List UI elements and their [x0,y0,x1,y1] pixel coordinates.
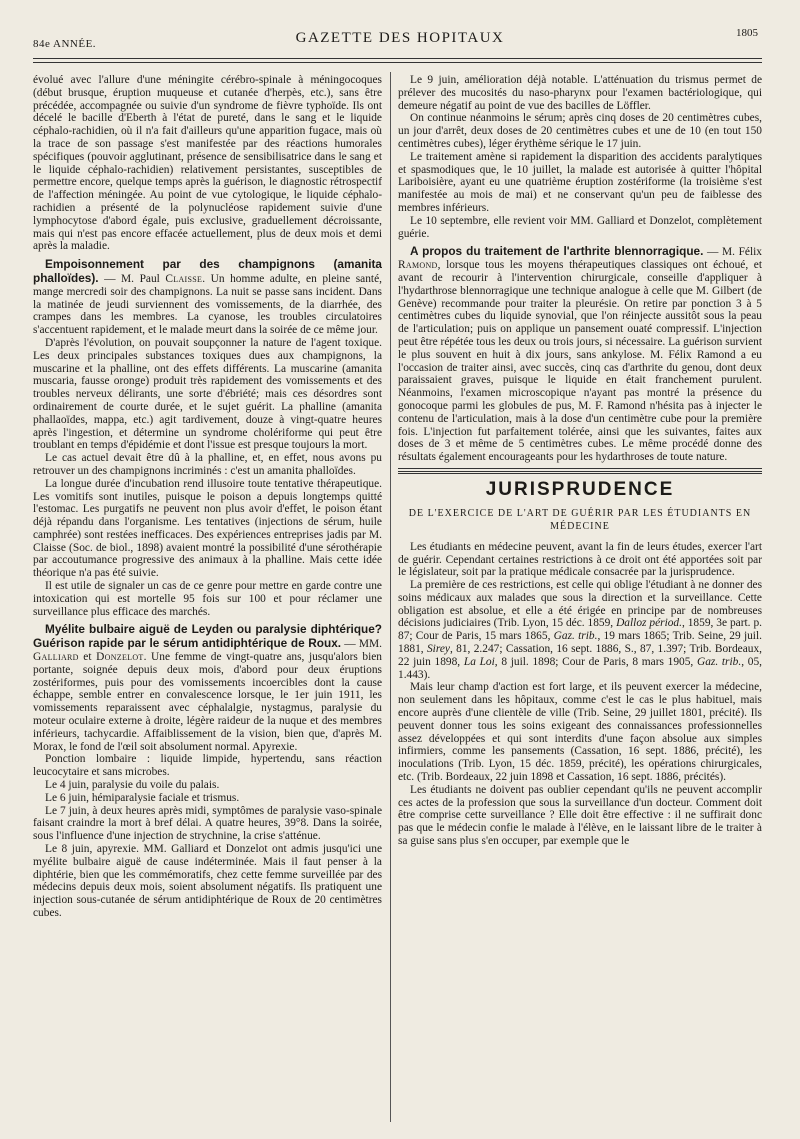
section-title-arthritis: A propos du traitement de l'arthrite blennorragique. [410,244,704,259]
subheading: DE L'EXERCICE DE L'ART DE GUÉRIR PAR LES ÉTUDIANTS EN MÉDECINE [408,507,752,532]
paragraph-citations: La première de ces restrictions, est celle qui oblige l'étudiant à ne donner des soins médicaux aux malades que sous la direction et la surveillance. Cette obligation est absolue, et elle a été érigée en principe par de nombreuses décisions judiciaires (Trib. Lyon, 15 déc. 1859, Dalloz périod., 1859, 3e part. p. 87; Cour de Paris, 15 mars 1865, Gaz. trib., 19 mars 1865; Trib. Seine, 29 juil. 1881, Sirey, 81, 2.247; Cassation, 16 sept. 1886, S., 87, 1.397; Trib. Bordeaux, 22 juin 1898, La Loi, 8 juil. 1898; Cour de Paris, 8 mars 1905, Gaz. trib., 05, 1.443). [398,579,762,681]
paragraph: Le 10 septembre, elle revient voir MM. Galliard et Donzelot, complètement guérie. [398,214,762,240]
paragraph: Ponction lombaire : liquide limpide, hypertendu, sans réaction leucocytaire et sans microbes. [33,753,382,779]
paragraph: Le 9 juin, amélioration déjà notable. L'atténuation du trismus permet de prélever des mucosités du naso-pharynx pour l'examen bactériologique, qui demeure négatif au point de vue des bacilles de Löffler. [398,74,762,112]
paragraph: Il est utile de signaler un cas de ce genre pour mettre en garde contre une intoxication qui est mortelle 95 fois sur 100 et pour réclamer une surveillance plus efficace des marchés. [33,580,382,618]
paragraph: Les étudiants ne doivent pas oublier cependant qu'ils ne peuvent accomplir ces actes de la profession que sous la surveillance d'un docteur. Comment doit être comprise cette surveillance ? Elle doit être effective : il ne suffirait donc pas que le médecin confie le malade à l'élève, en le laissant libre de le traiter à sa guise sans plus s'en occuper, par exemple que le [398,783,762,848]
paragraph: Le 4 juin, paralysie du voile du palais. [45,779,220,792]
article-poisoning: Empoisonnement par des champignons (amanita phalloïdes). — M. Paul Claisse. Un homme adulte, en pleine santé, mange mercredi soir des champignons. La nuit se passe sans incident. Dans la matinée de jeudi surviennent des vomissements, de la diarrhée, des crampes dans les membres. La cyanose, les troubles circulatoires s'accentuent rapidement, et le malade meurt dans la soirée de ce même jour. [33,257,382,337]
author-name: Ramond [398,259,438,272]
header-rule-top [33,58,762,59]
paragraph: D'après l'évolution, on pouvait soupçonner la nature de l'agent toxique. Les deux principales substances toxiques dues aux champignons, la muscarine et la phalline, ont des effets différents. La muscarine (amanita muscaria, fausse oronge) produit très rapidement des vomissements et des troubles nerveux délirants, une sorte d'ébriété; mais ces désordres sont ordinairement de courte durée, et le sujet guérit. La phalline (amanita phallaoïdes, mappa, etc.) agit tardivement, douze à vingt-quatre heures après l'ingestion, et détermine un syndrome cholériforme qui peut être troublant en temps d'épidémie et dont l'issue est presque toujours la mort. [33,336,382,452]
paragraph: On continue néanmoins le sérum; après cinq doses de 20 centimètres cubes, un jour d'arrêt, deux doses de 20 centimètres cubes et une de 10 (en tout 150 centimètres cubes), léger érythème sérique le 17 juin. [398,112,762,150]
paragraph: Le cas actuel devait être dû à la phalline, et, en effet, nous avons pu retrouver un des champignons incriminés : c'est un amanita phalloïdes. [33,452,382,477]
right-column [398,74,762,1129]
left-column [33,74,382,1129]
section-rule [398,468,762,469]
paragraph: Mais leur champ d'action est fort large, et ils peuvent exercer la médecine, non seulement dans les hôpitaux, comme c'est le cas le plus habituel, mais encore auprès d'une clientèle de ville (Trib. Seine, 29 juillet 1801, précité). Ils peuvent donner tous les soins exigeant des connaissances professionnelles assez développées et qui sont interdits d'une façon absolue aux simples infirmiers, comme les pansements (Cassation, 16 sept. 1886, précité), les inoculations (Trib. Lyon, 15 déc. 1859, précité), les opérations chirurgicales, etc. (Trib. Bordeaux, 22 juin 1898 et Cassation, 16 sept. 1886, précités). [398,681,762,784]
journal-title: GAZETTE DES HOPITAUX [295,30,505,46]
header-rule-bottom [33,62,762,63]
paragraph: Le 6 juin, hémiparalysie faciale et trismus. [45,791,240,804]
article-myelitis: Myélite bulbaire aiguë de Leyden ou paralysie diphtérique? Guérison rapide par le sérum antidiphtérique de Roux. — MM. Galliard et Donzelot. Une femme de vingt-quatre ans, jusqu'alors bien portante, soignée depuis deux mois, d'abord pour deux éruptions zostériformes, puis pour des vomissements incoercibles dont la cause échappe, semble entrer en convalescence lorsque, le 1er juin 1911, les vomissements reparaissent avec céphalalgie, nystagmus, paralysie du moteur oculaire externe à droite, légère raideur de la nuque et des membres inférieurs, tachycardie. Affaiblissement de la vision, bien que, d'après M. Morax, le fond de l'œil soit absolument normal. Apyrexie. [33,622,382,753]
column-divider [390,72,391,1122]
section-double-rule [398,471,762,476]
author-name: Donzelot [96,651,144,664]
section-title-myelitis: Myélite bulbaire aiguë de Leyden ou paralysie diphtérique? Guérison rapide par le sérum antidiphtérique de Roux. [33,622,382,651]
paragraph: Les étudiants en médecine peuvent, avant la fin de leurs études, exercer l'art de guérir. Cependant certaines restrictions à ce droit ont été apportées soit par le législateur, soit par la pratique médicale consacrée par la jurisprudence. [398,540,762,579]
author-name: Galliard [33,651,79,664]
volume-label: 84e ANNÉE. [33,38,97,50]
section-heading-jurisprudence: JURISPRUDENCE [485,478,675,500]
paragraph: Le traitement amène si rapidement la disparition des accidents paralytiques et spasmodiques que, le 10 juillet, la malade est autorisée à quitter l'hôpital Lariboisière, ayant eu une quatrième éruption zostériforme (la troisième s'est manifestée au mois de mai) et ne conservant qu'un peu de faiblesse des membres inférieurs. [398,150,762,214]
page-number: 1805 [736,27,758,39]
article-arthritis: A propos du traitement de l'arthrite blennorragique. — M. Félix Ramond, lorsque tous les moyens thérapeutiques classiques ont échoué, et avant de recourir à l'intervention chirurgicale, conseille d'appliquer à l'hydarthrose blennorragique une technique analogue à celle que M. Gilbert (de Genève) recommande pour traiter la pleurésie. On retire par ponction 3 à 5 centimètres cubes du liquide synovial, que l'on réinjecte aussitôt sous la peau de l'articulation; puis on applique un pansement ouaté compressif. L'injection peut être répétée tous les deux ou trois jours, si nécessaire. La guérison survient le plus souvent en huit à dix jours, sans ankylose. M. Félix Ramond a eu l'occasion de traiter ainsi, avec succès, cinq cas d'arthrite du genou, dont deux paraissaient graves, puisque le liquide en était franchement purulent. Néanmoins, l'examen microscopique n'ayant pas montré la présence du gonocoque parmi les globules de pus, M. F. Ramond n'hésita pas à injecter le contenu de l'articulation, mais à la dose d'un centimètre cube pour la première fois. L'injection fut parfaitement tolérée, ainsi que les suivantes, faites aux doses de 3 et même de 5 centimètres cubes. Le même procédé donne des résultats également encourageants pour les hydarthroses de toute nature. [398,244,762,464]
section-title-poisoning: Empoisonnement par des champignons (amanita phalloïdes). [33,257,382,285]
intro-paragraph: évolué avec l'allure d'une méningite cérébro-spinale à méningocoques (début brusque, éruption muqueuse et cutanée d'herpès, etc.), sans être précédée, accompagnée ou suivie d'un syndrome de fièvre typhoïde. Ils ont décelé le bacille d'Eberth à l'état de pureté, dans le sang et le liquide céphalo-rachidien, où il n'a fait d'ailleurs qu'une apparition fugace, mais où la trace de son passage s'est manifestée par des réactions humorales spécifiques (pouvoir agglutinant, présence de sensibilisatrice dans le sang et le liquide céphalo-rachidien) relativement persistantes, susceptibles de permettre encore, quelque temps après la guérison, le diagnostic rétrospectif de l'affection méningée. Au point de vue cytologique, le liquide céphalo-rachidien a présenté de la polynucléose rapidement suivie d'une lymphocytose d'abord égale, puis exclusive, graduellement décroissante, mais qui n'est pas encore effacée actuellement, plus de deux mois et demi après la maladie. [33,74,382,253]
paragraph: La longue durée d'incubation rend illusoire toute tentative thérapeutique. Les vomitifs sont inutiles, puisque le poison a depuis longtemps quitté l'estomac. Les purgatifs ne peuvent non plus avoir d'effet, le poison étant déjà répandu dans l'organisme. Les tentatives (injections de sérum, huile camphrée) sont restées inefficaces. Des expériences entreprises jadis par M. Claisse (Soc. de biol., 1898) avaient montré la possibilité d'une sérothérapie par accoutumance progressive des animaux à la phalline. Mais cette idée théorique n'a pas été suivie. [33,477,382,580]
paragraph: Le 8 juin, apyrexie. MM. Galliard et Donzelot ont admis jusqu'ici une myélite bulbaire aiguë de cause indéterminée. Mais il faut penser à la diphtérie, bien que les commémoratifs, chez cette femme surveillée par des médecins depuis deux mois, soient absolument négatifs. Ils pratiquent une injection sous-cutanée de sérum antidiphtérique de Roux de 20 centimètres cubes. [33,843,382,919]
paragraph: Le 7 juin, à deux heures après midi, symptômes de paralysie vaso-spinale faisant craindre la mort à bref délai. A quatre heures, 39°8. Dans la soirée, sous l'influence d'une injection de strychnine, la crise s'atténue. [33,804,382,843]
author-name: Claisse [165,272,203,285]
